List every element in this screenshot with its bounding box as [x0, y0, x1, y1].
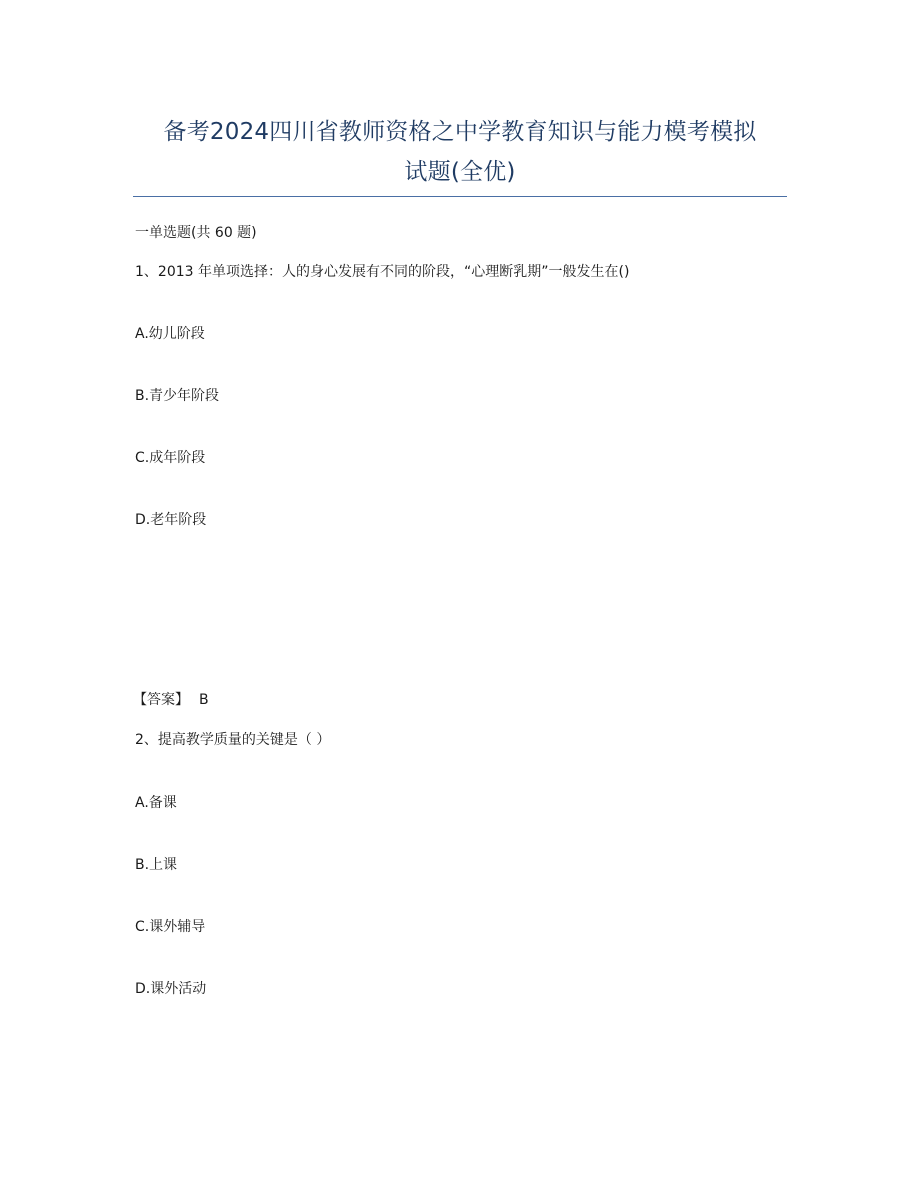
section-heading: 一单选题(共 60 题): [135, 225, 257, 241]
question-2-text: 2、提高教学质量的关键是（ ）: [135, 732, 331, 748]
question-1-option-c: C.成年阶段: [135, 450, 206, 466]
question-2-option-a: A.备课: [135, 795, 177, 811]
question-1-answer: [133, 690, 209, 710]
answer-value: B: [199, 692, 209, 708]
question-1-option-d: D.老年阶段: [135, 512, 207, 528]
question-2-option-c: C.课外辅导: [135, 919, 206, 935]
document-title-line-1: 备考2024四川省教师资格之中学教育知识与能力模考模拟: [163, 119, 757, 145]
question-2-option-b: B.上课: [135, 857, 178, 873]
document-title-line-2: 试题(全优): [404, 159, 516, 185]
title-divider: [133, 196, 787, 197]
document-title: [133, 112, 787, 192]
question-1-option-b: B.青少年阶段: [135, 388, 220, 404]
question-2-option-d: D.课外活动: [135, 981, 207, 997]
question-1-text: 1、2013 年单项选择：人的身心发展有不同的阶段，“心理断乳期”一般发生在(): [135, 264, 630, 280]
answer-label: 【答案】: [133, 692, 189, 708]
question-1-option-a: A.幼儿阶段: [135, 326, 205, 342]
